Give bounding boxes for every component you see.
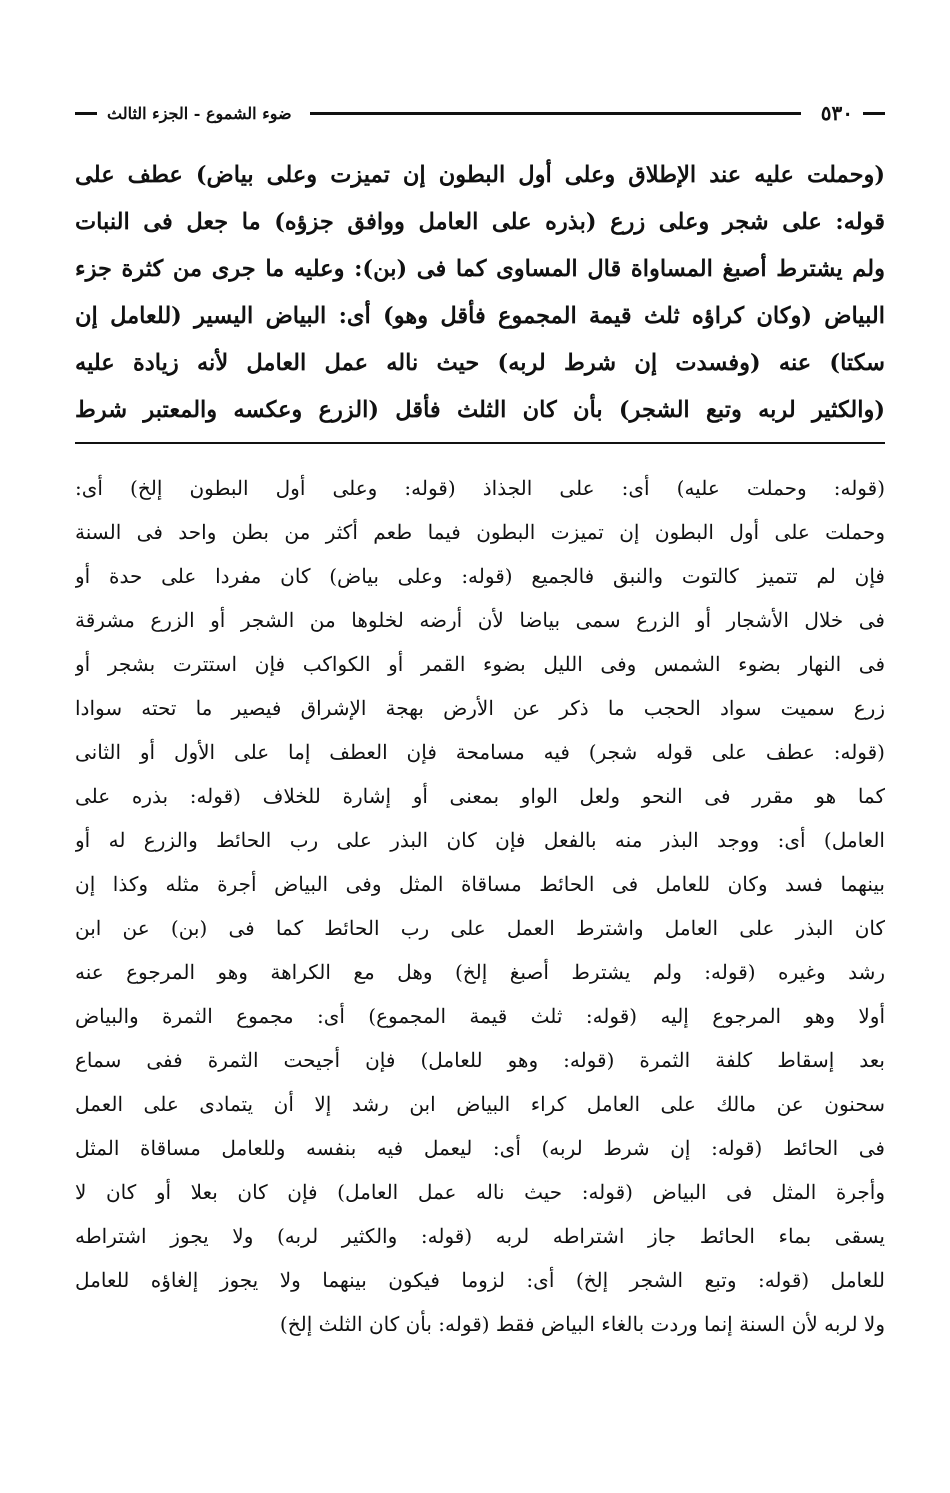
header-dash bbox=[863, 112, 885, 115]
page-header bbox=[75, 98, 885, 128]
note-line: كان البذر على العامل واشترط العمل على رب الحائط كما فى (بن) عن ابن bbox=[75, 916, 885, 940]
note-line: فى خلال الأشجار أو الزرع سمى بياضا لأن أرضه لخلوها من الشجر أو الزرع مشرقة bbox=[75, 608, 885, 632]
note-line: يسقى بماء الحائط جاز اشتراطه لربه (قوله: والكثير لربه) ولا يجوز اشتراطه bbox=[75, 1224, 885, 1248]
note-line: (قوله: عطف على قوله شجر) فيه مسامحة فإن العطف إما على الأول أو الثانى bbox=[75, 740, 885, 764]
main-line: قوله: على شجر وعلى زرع (بذره على العامل ووافق جزؤه) ما جعل فى النبات bbox=[75, 209, 885, 235]
note-line: للعامل (قوله: وتبع الشجر إلخ) أى: لزوما فيكون بينهما ولا يجوز إلغاؤه للعامل bbox=[75, 1268, 885, 1292]
note-line: رشد وغيره (قوله: ولم يشترط أصبغ إلخ) وهل مع الكراهة وهو المرجوع عنه bbox=[75, 960, 885, 984]
header-rule bbox=[310, 112, 801, 115]
note-line: سحنون عن مالك على العامل كراء البياض ابن رشد إلا أن يتمادى على العمل bbox=[75, 1092, 885, 1116]
main-line: (وحملت عليه عند الإطلاق وعلى أول البطون إن تميزت وعلى بياض) عطف على bbox=[75, 162, 885, 188]
note-line: العامل) أى: ووجد البذر منه بالفعل فإن كان البذر على رب الحائط والزرع له أو bbox=[75, 828, 885, 852]
main-line: سكتا) عنه (وفسدت إن شرط لربه) حيث ناله عمل العامل لأنه زيادة عليه bbox=[75, 350, 885, 376]
note-line: فى الحائط (قوله: إن شرط لربه) أى: ليعمل فيه بنفسه وللعامل مساقاة المثل bbox=[75, 1136, 885, 1160]
note-line: كما هو مقرر فى النحو ولعل الواو بمعنى أو إشارة للخلاف (قوله: بذره على bbox=[75, 784, 885, 808]
commentary-text bbox=[75, 466, 885, 1346]
note-line: فى النهار بضوء الشمس وفى الليل بضوء القمر أو الكواكب فإن استترت بشجر أو bbox=[75, 652, 885, 676]
note-line: أولا وهو المرجوع إليه (قوله: ثلث قيمة المجموع) أى: مجموع الثمرة والبياض bbox=[75, 1004, 885, 1028]
page-number: ٥٣٠ bbox=[820, 101, 853, 125]
footnote-separator bbox=[75, 442, 885, 444]
running-title: ضوء الشموع - الجزء الثالث bbox=[107, 103, 292, 123]
note-line: زرع سميت سواد الحجب ما ذكر عن الأرض بهجة الإشراق فيصير ما تحته سوادا bbox=[75, 696, 885, 720]
note-line: وحملت على أول البطون إن تميزت البطون فيما طعم أكثر من بطن واحد فى السنة bbox=[75, 520, 885, 544]
main-line: ولم يشترط أصبغ المساواة قال المساوى كما فى (بن): وعليه ما جرى من كثرة جزء bbox=[75, 256, 885, 282]
note-line: وأجرة المثل فى البياض (قوله: حيث ناله عمل العامل) فإن كان بعلا أو كان لا bbox=[75, 1180, 885, 1204]
main-line: (والكثير لربه وتبع الشجر) بأن كان الثلث فأقل (الزرع وعكسه والمعتبر شرط bbox=[75, 397, 885, 423]
note-line: بينهما فسد وكان للعامل فى الحائط مساقاة المثل وفى البياض أجرة مثله وكذا إن bbox=[75, 872, 885, 896]
note-line: بعد إسقاط كلفة الثمرة (قوله: وهو للعامل) فإن أجيحت الثمرة ففى سماع bbox=[75, 1048, 885, 1072]
main-line: البياض (وكان كراؤه ثلث قيمة المجموع فأقل وهو) أى: البياض اليسير (للعامل إن bbox=[75, 303, 885, 329]
header-dash bbox=[75, 112, 97, 115]
note-line: فإن لم تتميز كالتوت والنبق فالجميع (قوله: وعلى بياض) كان مفردا على حدة أو bbox=[75, 564, 885, 588]
note-line: ولا لربه لأن السنة إنما وردت بالغاء البياض فقط (قوله: بأن كان الثلث إلخ) bbox=[279, 1312, 885, 1336]
main-text bbox=[75, 152, 885, 434]
note-line: (قوله: وحملت عليه) أى: على الجذاذ (قوله: وعلى أول البطون إلخ) أى: bbox=[75, 476, 885, 500]
